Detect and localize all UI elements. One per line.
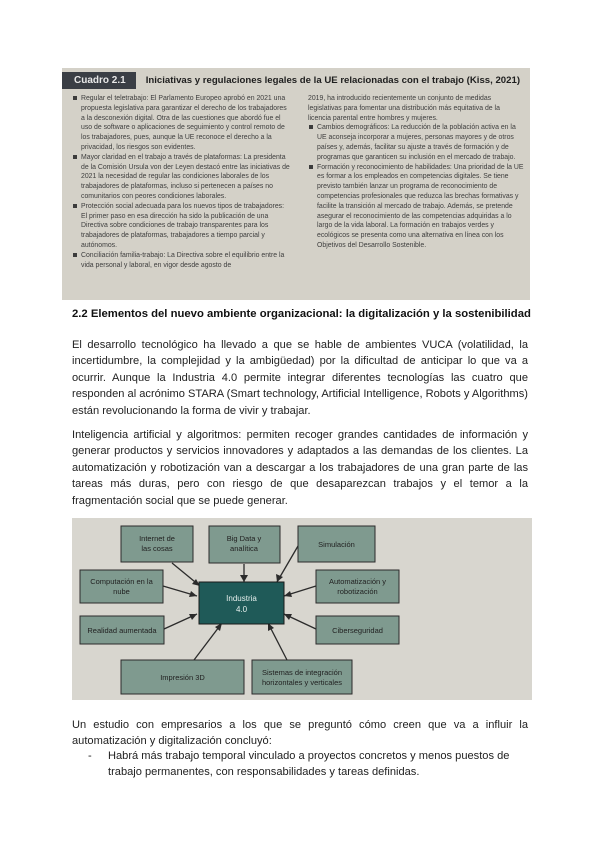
cuadro-item: Mayor claridad en el trabajo a través de plataformas: La presidenta de la Comisión Ursula von der Leyen destacó entre las iniciativas de 2021 la necesidad de regular las condiciones laborales de los trabajadores de plataformas, incluso si pertenecen a países no comunitarios con peores condiciones laborales. [72,153,292,202]
cuadro-header [62,72,530,89]
industria-4-0-diagram [72,518,532,700]
section-heading: 2.2 Elementos del nuevo ambiente organizacional: la digitalización y la sostenibilidad [72,308,531,320]
bullet-text: Habrá más trabajo temporal vinculado a proyectos concretos y menos puestos de trabajo permanentes, con responsabilidades y tareas definidas. [108,750,510,779]
node-impresion-3d [121,660,244,694]
cuadro-item: Cambios demográficos: La reducción de la población activa en la UE aconseja incorporar a mujeres, personas mayores y de otros países y, además, facilitar su ajuste a través de formación y de programas que garanticen su inclusión en el mercado de trabajo. [308,123,524,162]
node-internet-de-las-cosas [121,526,193,562]
node-label: nube [113,587,130,596]
node-label: Computación en la [90,577,153,586]
center-label: Industria [226,594,257,603]
node-industria-4-0-center [199,582,284,624]
node-label: las cosas [141,544,173,553]
cuadro-item: Conciliación familia-trabajo: La Directiva sobre el equilibrio entre la vida personal y laboral, en vigor desde agosto de [72,251,292,271]
cuadro-title: Iniciativas y regulaciones legales de la UE relacionadas con el trabajo (Kiss, 2021) [145,75,521,86]
node-label: Big Data y [226,534,262,543]
node-label: horizontales y verticales [261,678,343,687]
cuadro-item-continued: 2019, ha introducido recientemente un conjunto de medidas legislativas para fomentar una distribución más equitativa de la licencia parental entre hombres y mujeres. [308,95,500,122]
center-label: 4.0 [235,605,248,614]
node-label: Impresión 3D [160,673,205,682]
cuadro-item: Protección social adecuada para los nuevos tipos de trabajadores: El primer paso en esa dirección ha sido la publicación de una Directiva sobre condiciones de trabajo transparentes para los trabajadores de plataformas, trabajadores a tiempo parcial y autónomos. [72,202,292,251]
paragraph-estudio: Un estudio con empresarios a los que se preguntó cómo creen que va a influir la automatización y digitalización concluyó: [72,719,528,748]
node-computacion-en-la-nube [80,570,163,603]
node-label: Internet de [139,534,175,543]
node-automatizacion [316,570,399,603]
node-label: Automatización y [328,577,387,586]
node-big-data [209,526,280,563]
node-realidad-aumentada [80,616,164,644]
node-label: Simulación [318,540,355,549]
cuadro-2-1-scan [62,68,530,300]
paragraph-vuca: El desarrollo tecnológico ha llevado a que se hable de ambientes VUCA (volatilidad, la incertidumbre, la complejidad y la ambigüedad) por la dificultad de anticipar lo que va a ocurrir. Aunque la Industria 4.0 permite integrar diferentes tecnologías las cuatro que responden al acrónimo STARA (Smart technology, Artificial Intelligence, Robots y Algorithms) están revolucionando la forma de vivir y trabajar. [72,339,528,417]
node-label: Sistemas de integración [261,668,343,677]
cuadro-left-column [72,94,292,270]
paragraph-ia-algoritmos: Inteligencia artificial y algoritmos: permiten recoger grandes cantidades de información y generar productos y servicios innovadores y adaptados a las demandas de los clientes. La automatización y robotización van a descargar a los trabajadores de una gran parte de las tareas más duras, pero con riesgo de que desaparezcan trabajos y el temor a la fragmentación social que se puede generar. [72,429,528,507]
cuadro-tag: Cuadro 2.1 [62,72,136,89]
node-sistemas-integracion [252,660,352,694]
node-label: robotización [337,587,378,596]
node-label: Realidad aumentada [87,626,157,635]
cuadro-item: Formación y reconocimiento de habilidades: Una prioridad de la UE es formar a los empleados en competencias digitales. Se tiene previsto también lanzar un programa de reconocimiento de competencias profesionales que reduzca las brechas formativas y facilite la transición al mercado de trabajo. Además, se pretende asegurar el reconocimiento de las competencias adquiridas a lo largo de la vida laboral. La formación en trabajos verdes y ecológicos se presenta como una alternativa en línea con los Objetivos del Desarrollo Sostenible. [308,163,524,251]
bullet-dash: - [88,750,92,762]
node-label: analítica [230,544,258,553]
node-label: Ciberseguridad [332,626,383,635]
cuadro-right-column [308,94,524,251]
node-ciberseguridad [316,616,399,644]
bullet-item [88,748,528,781]
node-simulacion [298,526,375,562]
cuadro-item: Regular el teletrabajo: El Parlamento Europeo aprobó en 2021 una propuesta legislativa para garantizar el derecho de los trabajadores a la desconexión digital. Otra de las cuestiones que abordó fue el uso de software o aplicaciones de seguimiento y control remoto de los trabajadores, pues, aunque la UE reconoce el derecho a la privacidad, los riesgos son evidentes. [72,94,292,153]
